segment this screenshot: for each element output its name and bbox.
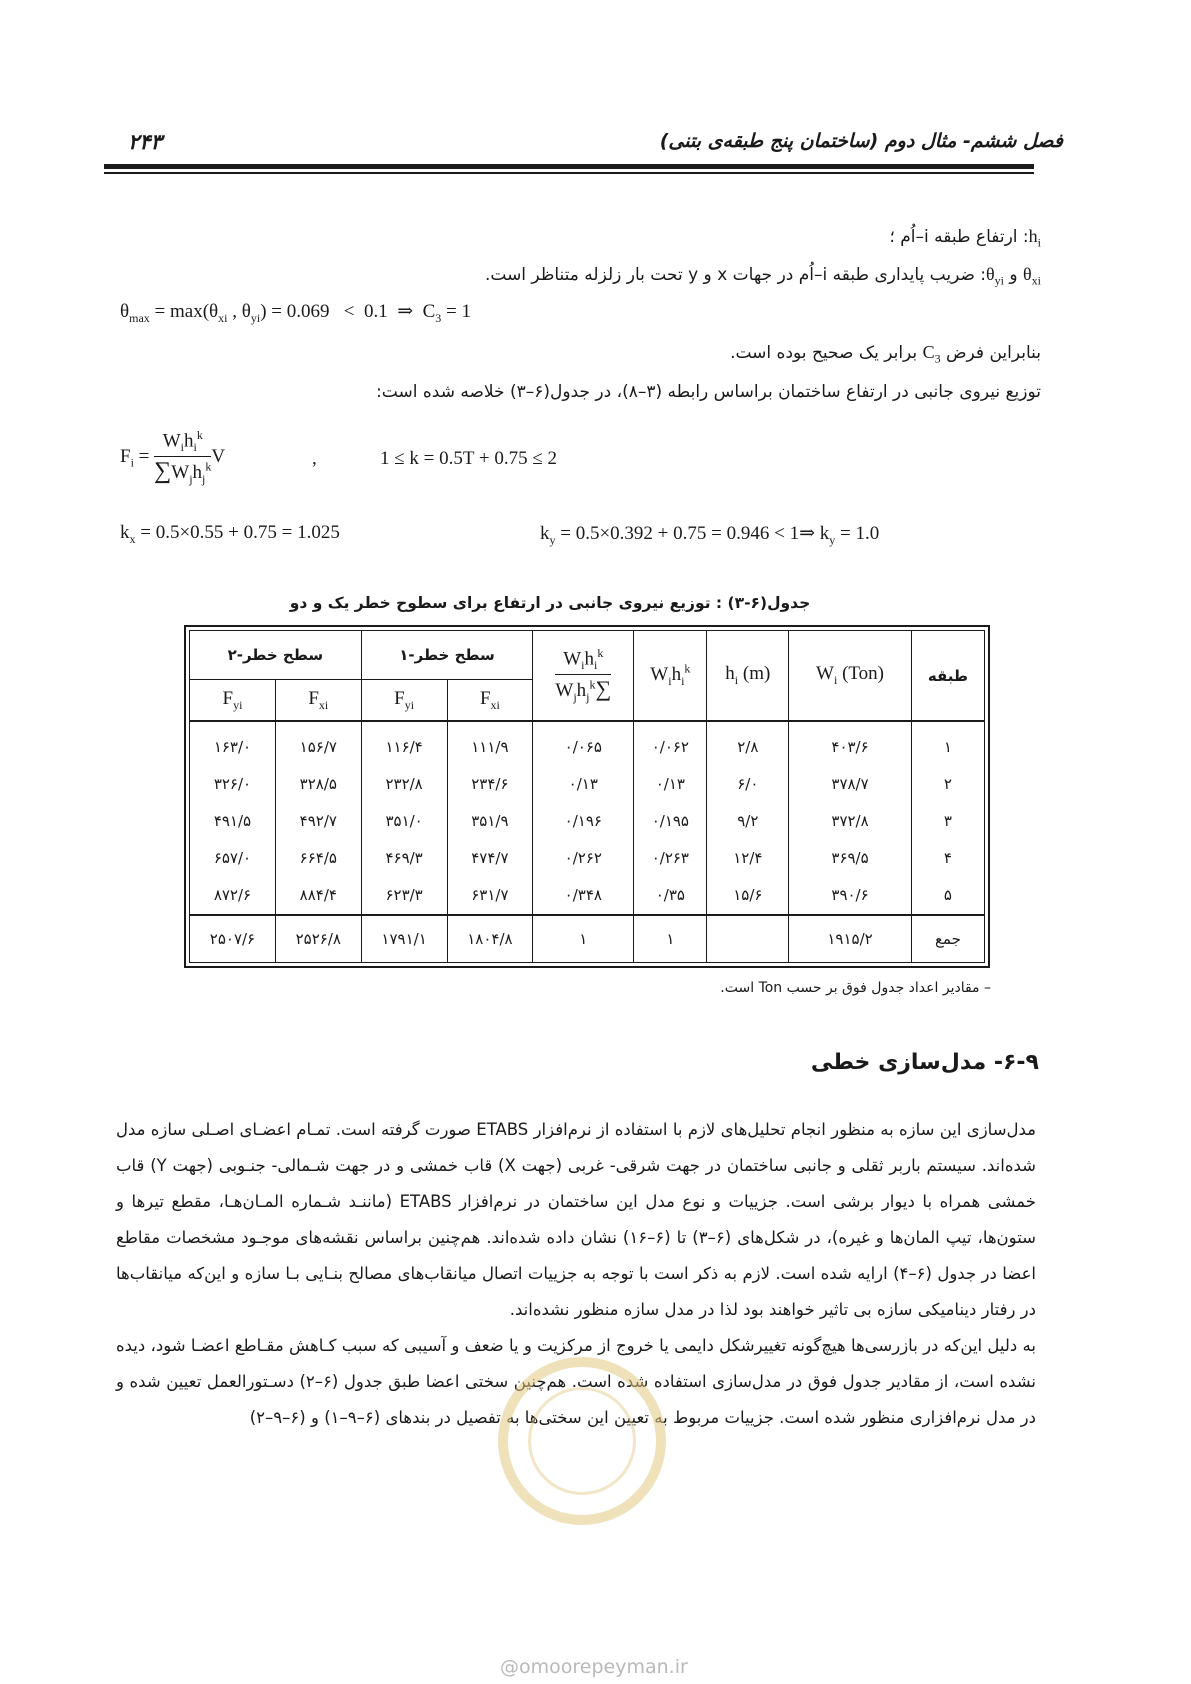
watermark-site: @omoorepeyman.ir <box>500 1656 688 1678</box>
equation-ky: $k_y = 0.5\times 0.392 + 0.75 = 0.946$ < 1⇒ $k_y = 1.0$ <box>540 523 880 547</box>
header-rule-thin <box>104 172 1034 174</box>
cell-total-fx-2: ۲۵۲۶/۸ <box>275 915 361 963</box>
cell-height: ۹/۲ <box>707 803 789 840</box>
header-hazard-2: سطح خطر-۲ <box>190 631 362 680</box>
cell-fy-2: ۱۶۳/۰ <box>190 721 276 766</box>
cell-height: ۱۵/۶ <box>707 877 789 915</box>
cell-story: ۲ <box>911 766 984 803</box>
cell-story: ۴ <box>911 840 984 877</box>
cell-whk: ۰/۲۶۳ <box>634 840 707 877</box>
cell-ratio: ۰/۱۹۶ <box>533 803 634 840</box>
table-caption: جدول(۶-۳) : توزیع نیروی جانبی در ارتفاع برای سطوح خطر یک و دو <box>289 594 811 612</box>
table-total-row <box>190 915 985 963</box>
watermark-seal-inner <box>528 1387 636 1495</box>
c3-assumption-post: برابر یک صحیح بوده است. <box>730 343 918 363</box>
table-note: – مقادیر اعداد جدول فوق بر حسب Ton است. <box>720 980 991 996</box>
cell-fx-1: ۳۵۱/۹ <box>447 803 533 840</box>
cell-story: ۵ <box>911 877 984 915</box>
cell-fy-2: ۸۷۲/۶ <box>190 877 276 915</box>
cell-ratio: ۰/۲۶۲ <box>533 840 634 877</box>
section-heading: ۶-۹- مدل‌سازی خطی <box>810 1050 1039 1075</box>
equation-force-condition: 1 ≤ k = 0.5T + 0.75 ≤ 2 <box>380 448 558 469</box>
cell-height: ۱۲/۴ <box>707 840 789 877</box>
cell-height: ۶/۰ <box>707 766 789 803</box>
distribution-table <box>184 625 990 968</box>
cell-fy-1: ۴۶۹/۳ <box>361 840 447 877</box>
cell-ratio: ۰/۳۴۸ <box>533 877 634 915</box>
header-whk: $W_ih_i^k$ <box>634 631 707 722</box>
cell-whk: ۰/۳۵ <box>634 877 707 915</box>
cell-whk: ۰/۱۹۵ <box>634 803 707 840</box>
cell-fy-1: ۲۳۲/۸ <box>361 766 447 803</box>
cell-total-fx-1: ۱۸۰۴/۸ <box>447 915 533 963</box>
header-fx-1: $F_{xi}$ <box>447 680 533 722</box>
cell-total-height <box>707 915 789 963</box>
cell-fx-1: ۱۱۱/۹ <box>447 721 533 766</box>
cell-fx-2: ۴۹۲/۷ <box>275 803 361 840</box>
cell-total-label: جمع <box>911 915 984 963</box>
cell-story: ۱ <box>911 721 984 766</box>
equation-separator: , <box>312 448 317 469</box>
cell-fy-2: ۴۹۱/۵ <box>190 803 276 840</box>
cell-total-weight: ۱۹۱۵/۲ <box>789 915 912 963</box>
cell-weight: ۳۷۸/۷ <box>789 766 912 803</box>
table-row <box>190 766 985 803</box>
header-fy-2: $F_{yi}$ <box>190 680 276 722</box>
cell-total-ratio: ۱ <box>533 915 634 963</box>
section-paragraph-2: به دلیل این‌که در بازرسی‌ها هیچ‌گونه تغییرشکل دایمی یا خروج از مرکزیت و یا ضعف و آسیبی که سبب کـاهش مقـاطع اعضـا شود، دیده نشده است، از مقادیر جدول فوق در مدل‌سازی استفاده شده است. هم‌چنین سختی اعضا طبق جدول (۶–۲) دسـتورالعمل تعیین شده و در مدل نرم‌افزاری منظور شده است. جزییات مربوط به تعیین این سختی‌ها به تفصیل در بندهای (۶–۹–۱) و (۶–۹–۲) <box>116 1336 1036 1427</box>
header-ratio: $\frac{W_ih_i^k}{\sum W_jh_j^k}$ <box>533 631 634 722</box>
page-number: ۲۴۳ <box>128 130 162 154</box>
equation-kx: $k_x = 0.5\times 0.55 + 0.75 = 1.025$ <box>120 522 340 546</box>
cell-fy-2: ۳۲۶/۰ <box>190 766 276 803</box>
cell-fy-2: ۶۵۷/۰ <box>190 840 276 877</box>
cell-total-fy-1: ۱۷۹۱/۱ <box>361 915 447 963</box>
header-fy-1: $F_{yi}$ <box>361 680 447 722</box>
cell-weight: ۳۷۲/۸ <box>789 803 912 840</box>
definition-theta: $\theta_{xi}$ و $\theta_{yi}$: ضریب پایداری طبقه i–اُم در جهات x و y تحت بار زلزله متناظر است. <box>484 264 1041 288</box>
table-row <box>190 803 985 840</box>
cell-fx-2: ۸۸۴/۴ <box>275 877 361 915</box>
table-row <box>190 721 985 766</box>
cell-fy-1: ۳۵۱/۰ <box>361 803 447 840</box>
definition-h: $h_i$: ارتفاع طبقه i–اُم ؛ <box>889 226 1041 250</box>
c3-assumption-pre: بنابراین فرض <box>945 343 1041 363</box>
equation-theta-max: $\theta_{max} = \max(\theta_{xi}$ , $\theta_{yi}) = 0.069 < 0.1$ ⇒ $C_3 = 1$ <box>120 301 472 325</box>
table-row <box>190 840 985 877</box>
table-row <box>190 877 985 915</box>
cell-ratio: ۰/۰۶۵ <box>533 721 634 766</box>
definition-theta-text: : ضریب پایداری طبقه i–اُم در جهات x و y تحت بار زلزله متناظر است. <box>484 265 987 285</box>
header-height: $h_i$ (m) <box>707 631 789 722</box>
cell-total-fy-2: ۲۵۰۷/۶ <box>190 915 276 963</box>
cell-weight: ۳۹۰/۶ <box>789 877 912 915</box>
cell-fx-1: ۴۷۴/۷ <box>447 840 533 877</box>
section-paragraph-1: مدل‌سازی این سازه به منظور انجام تحلیل‌های لازم با استفاده از نرم‌افزار ETABS صورت گرفته است. تمـام اعضـای اصـلی سازه مدل شده‌اند. سیستم باربر ثقلی و جانبی ساختمان در جهت شرقی- غربی (جهت X) قاب خمشی و در جهت شـمالی- جنـوبی (جهت Y) قاب خمشی همراه با دیوار برشی است. جزییات و نوع مدل این ساختمان در نرم‌افزار ETABS (ماننـد شـماره المـان‌هـا، مقطع تیرها و ستون‌ها، تیپ المان‌ها و غیره)، در شکل‌های (۶–۳) تا (۶–۱۶) نشان داده شده‌اند. هم‌چنین براساس نقشه‌های موجـود مشخصات مقاطع اعضا در جدول (۶–۴) ارایه شده است. لازم به ذکر است با توجه به جزییات اتصال میانقاب‌های مصالح بنـایی بـا سازه و این‌که میانقاب‌ها در رفتار دینامیکی سازه بی تاثیر خواهند بود لذا در مدل سازه منظور نشده‌اند. <box>116 1120 1037 1319</box>
cell-total-whk: ۱ <box>634 915 707 963</box>
cell-fx-1: ۶۳۱/۷ <box>447 877 533 915</box>
chapter-title: فصل ششم- مثال دوم (ساختمان پنج طبقه‌ی بتنی) <box>659 130 1063 152</box>
cell-story: ۳ <box>911 803 984 840</box>
cell-fx-1: ۲۳۴/۶ <box>447 766 533 803</box>
definition-h-text: : ارتفاع طبقه i–اُم ؛ <box>889 227 1029 247</box>
cell-weight: ۳۶۹/۵ <box>789 840 912 877</box>
header-story: طبقه <box>911 631 984 722</box>
cell-whk: ۰/۰۶۲ <box>634 721 707 766</box>
header-weight: $W_i$ (Ton) <box>789 631 912 722</box>
cell-ratio: ۰/۱۳ <box>533 766 634 803</box>
header-fx-2: $F_{xi}$ <box>275 680 361 722</box>
cell-fy-1: ۶۲۳/۳ <box>361 877 447 915</box>
cell-fx-2: ۳۲۸/۵ <box>275 766 361 803</box>
definition-theta-and: و <box>1009 265 1018 285</box>
cell-fx-2: ۶۶۴/۵ <box>275 840 361 877</box>
paragraph-distribution-intro: توزیع نیروی جانبی در ارتفاع ساختمان براساس رابطه (۳–۸)، در جدول(۶–۳) خلاصه شده است: <box>376 382 1041 402</box>
cell-fx-2: ۱۵۶/۷ <box>275 721 361 766</box>
header-rule-thick <box>104 164 1034 169</box>
cell-whk: ۰/۱۳ <box>634 766 707 803</box>
cell-height: ۲/۸ <box>707 721 789 766</box>
equation-force-formula: $F_i$ = $\frac{W_ih_i^k}{\sum W_jh_j^k}$ V <box>120 428 226 486</box>
paragraph-c3-assumption: بنابراین فرض $C_3$ برابر یک صحیح بوده است. <box>730 342 1041 366</box>
cell-fy-1: ۱۱۶/۴ <box>361 721 447 766</box>
cell-weight: ۴۰۳/۶ <box>789 721 912 766</box>
header-hazard-1: سطح خطر-۱ <box>361 631 533 680</box>
